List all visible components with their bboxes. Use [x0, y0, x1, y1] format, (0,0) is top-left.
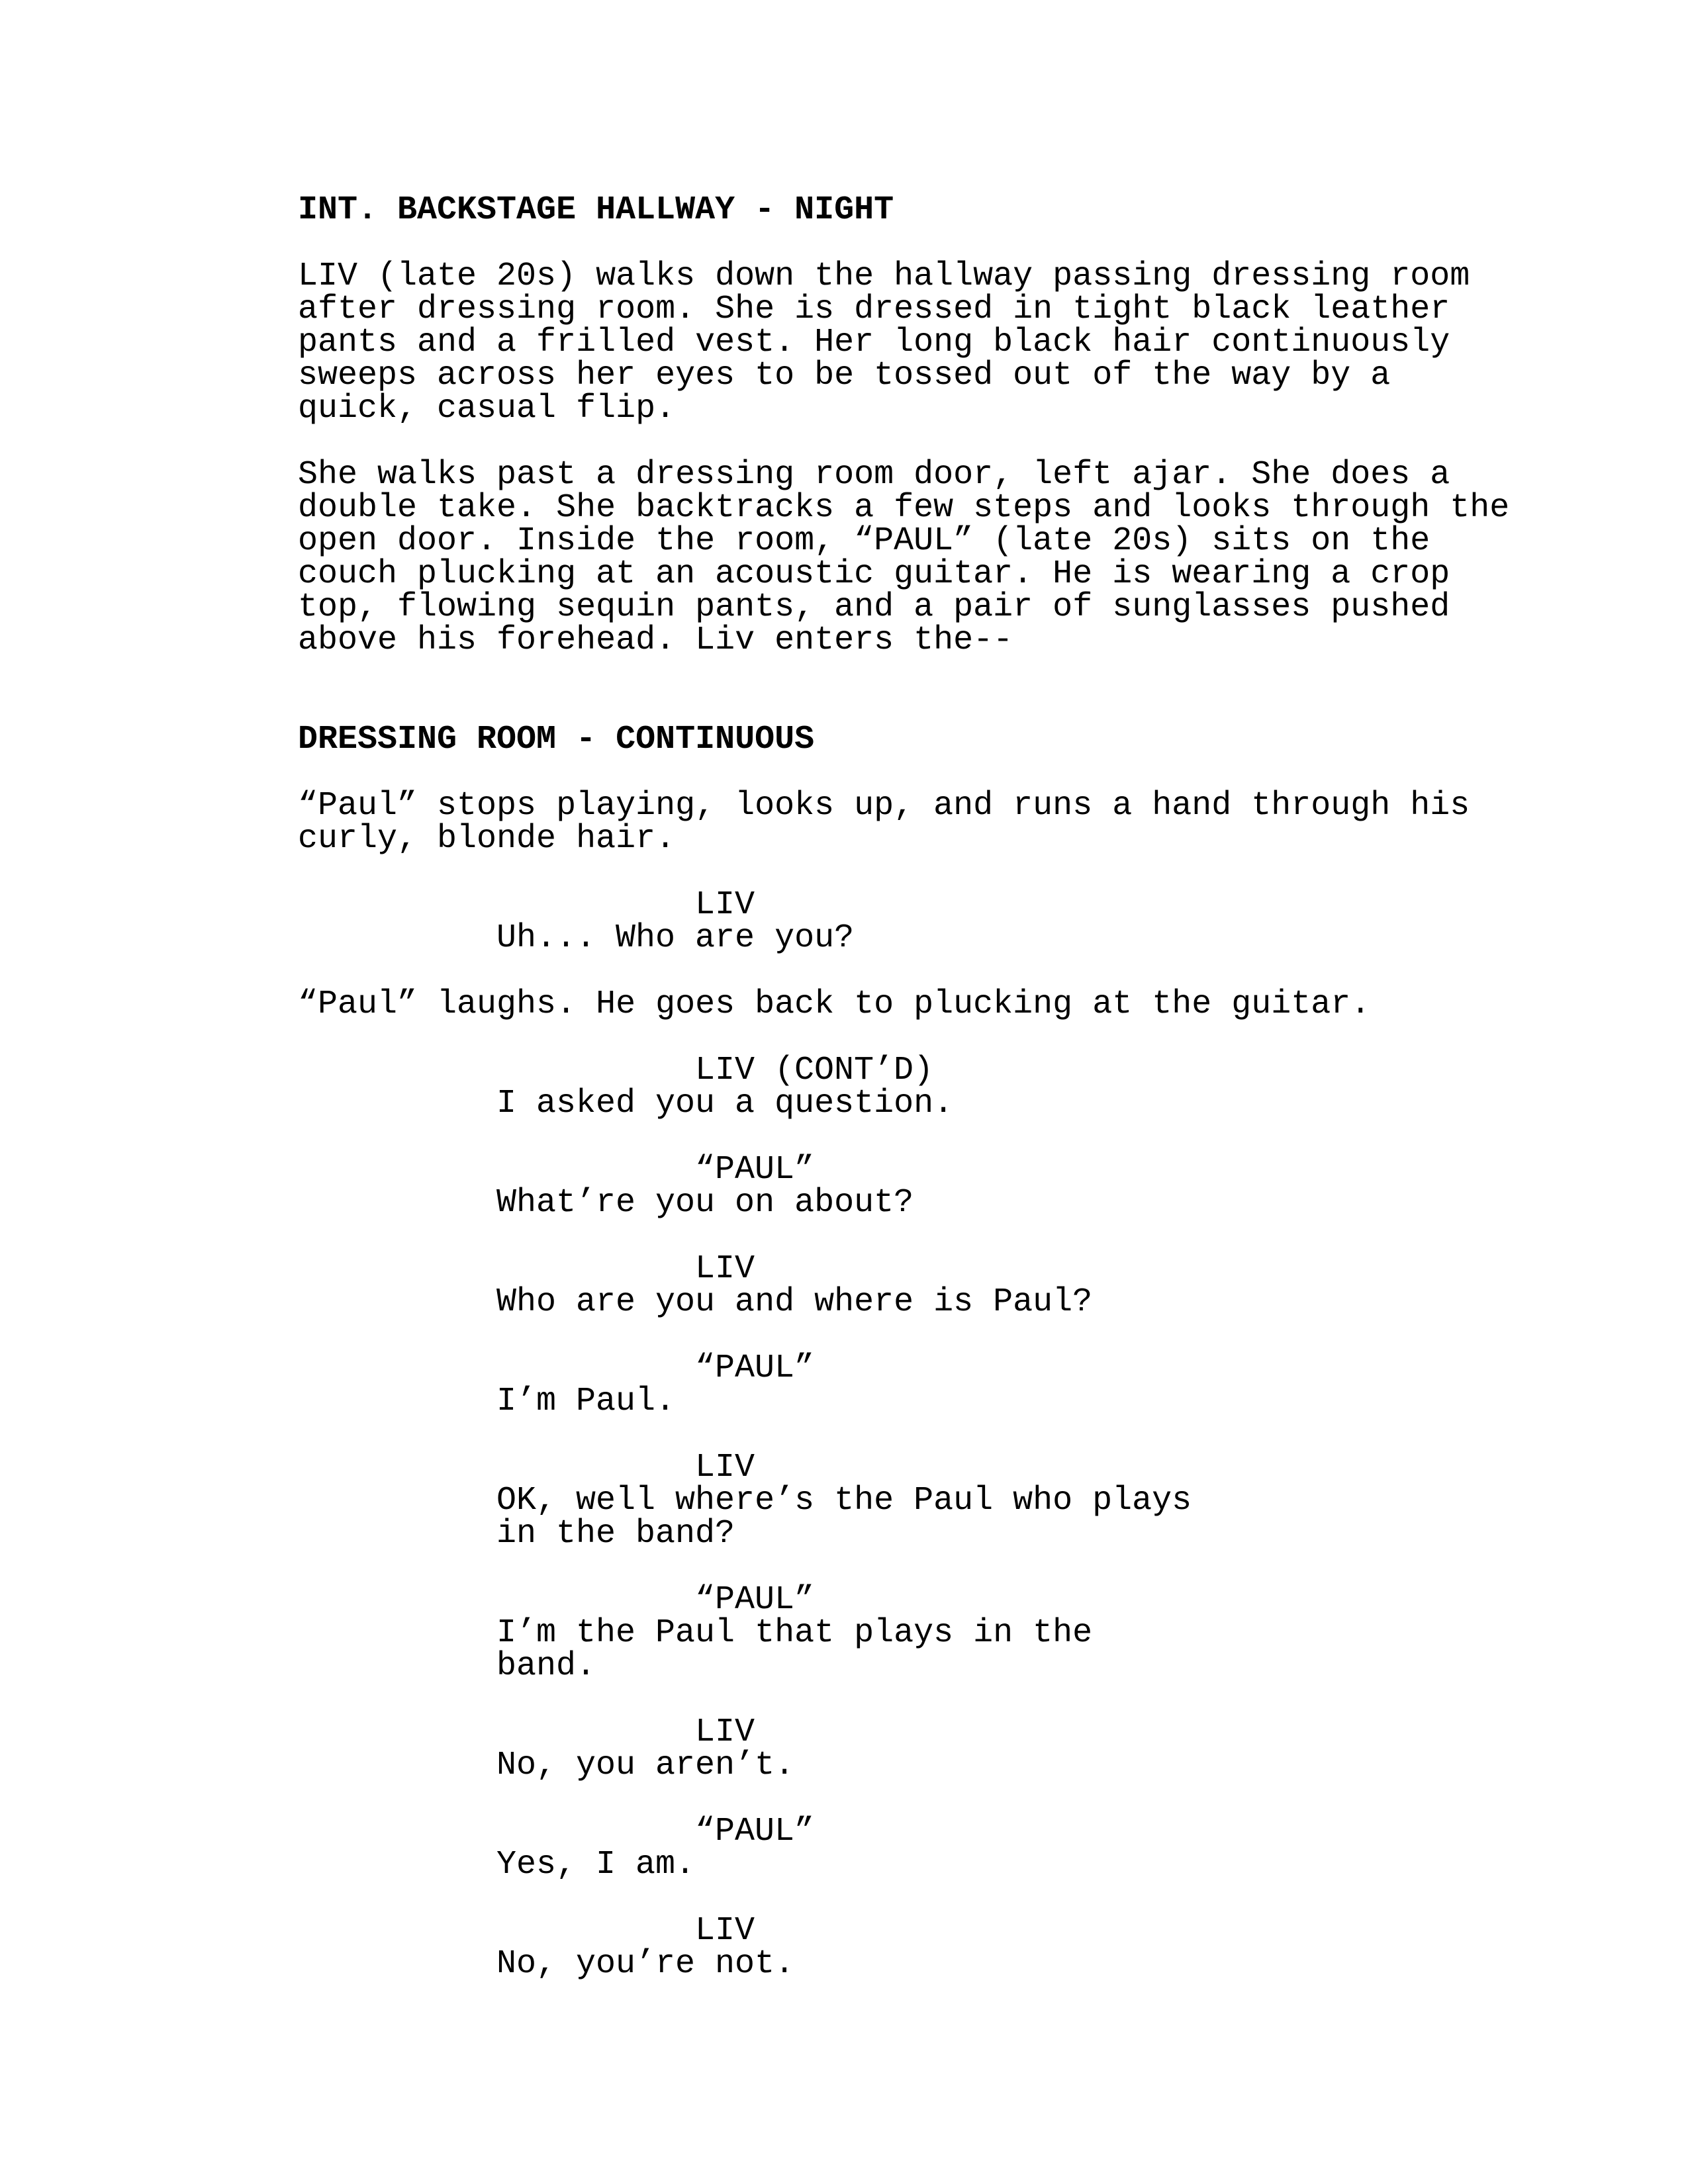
- scene-heading: DRESSING ROOM - CONTINUOUS: [298, 721, 815, 758]
- character-name: “PAUL”: [695, 1151, 815, 1189]
- action-line: sweeps across her eyes to be tossed out of the way by a: [298, 357, 1391, 394]
- dialogue-line: Uh... Who are you?: [496, 919, 855, 957]
- action-block: [298, 787, 1489, 858]
- dialogue-line: I’m the Paul that plays in the: [496, 1614, 1093, 1652]
- action-block: [298, 257, 1489, 428]
- dialogue-line: No, you’re not.: [496, 1945, 795, 1983]
- action-line: “Paul” laughs. He goes back to plucking at the guitar.: [298, 985, 1371, 1023]
- action-line: LIV (late 20s) walks down the hallway passing dressing room: [298, 257, 1470, 295]
- dialogue-line: OK, well where’s the Paul who plays: [496, 1482, 1192, 1520]
- dialogue-block: [298, 1054, 1489, 1120]
- character-name: “PAUL”: [695, 1349, 815, 1387]
- action-line: above his forehead. Liv enters the--: [298, 621, 1013, 659]
- script-body: [298, 191, 1510, 1983]
- dialogue-line: No, you aren’t.: [496, 1747, 795, 1784]
- dialogue-line: band.: [496, 1647, 596, 1685]
- character-name: LIV: [695, 1449, 755, 1486]
- dialogue-block: [298, 1451, 1489, 1551]
- scene-heading: INT. BACKSTAGE HALLWAY - NIGHT: [298, 191, 894, 229]
- action-line: She walks past a dressing room door, left ajar. She does a: [298, 456, 1450, 494]
- dialogue-block: [298, 1349, 1489, 1420]
- action-line: couch plucking at an acoustic guitar. He is wearing a crop: [298, 555, 1450, 593]
- action-block: [298, 456, 1510, 659]
- action-line: pants and a frilled vest. Her long black hair continuously: [298, 324, 1450, 361]
- character-name: LIV: [695, 1250, 755, 1288]
- dialogue-line: I’m Paul.: [496, 1383, 676, 1420]
- action-line: double take. She backtracks a few steps and looks through the: [298, 489, 1510, 527]
- dialogue-block: [298, 1713, 1489, 1784]
- dialogue-line: in the band?: [496, 1515, 735, 1553]
- dialogue-line: What’re you on about?: [496, 1184, 914, 1222]
- action-line: “Paul” stops playing, looks up, and runs a hand through his: [298, 787, 1470, 825]
- action-line: curly, blonde hair.: [298, 820, 676, 858]
- dialogue-block: [298, 1815, 1489, 1882]
- character-name: “PAUL”: [695, 1581, 815, 1619]
- action-line: quick, casual flip.: [298, 390, 676, 428]
- character-name: LIV: [695, 1713, 755, 1751]
- dialogue-block: [298, 1581, 1489, 1685]
- character-name: LIV (CONT’D): [695, 1052, 934, 1089]
- dialogue-line: Who are you and where is Paul?: [496, 1283, 1093, 1321]
- action-line: open door. Inside the room, “PAUL” (late 20s) sits on the: [298, 522, 1430, 560]
- dialogue-block: [298, 1250, 1489, 1321]
- dialogue-block: [298, 1151, 1489, 1222]
- character-name: LIV: [695, 1912, 755, 1950]
- action-line: top, flowing sequin pants, and a pair of sunglasses pushed: [298, 588, 1450, 626]
- dialogue-block: [298, 1912, 1489, 1983]
- action-block: [298, 985, 1489, 1023]
- character-name: “PAUL”: [695, 1813, 815, 1850]
- dialogue-line: I asked you a question.: [496, 1085, 954, 1122]
- dialogue-line: Yes, I am.: [496, 1846, 696, 1884]
- dialogue-block: [298, 886, 1489, 957]
- character-name: LIV: [695, 886, 755, 924]
- action-line: after dressing room. She is dressed in tight black leather: [298, 291, 1450, 328]
